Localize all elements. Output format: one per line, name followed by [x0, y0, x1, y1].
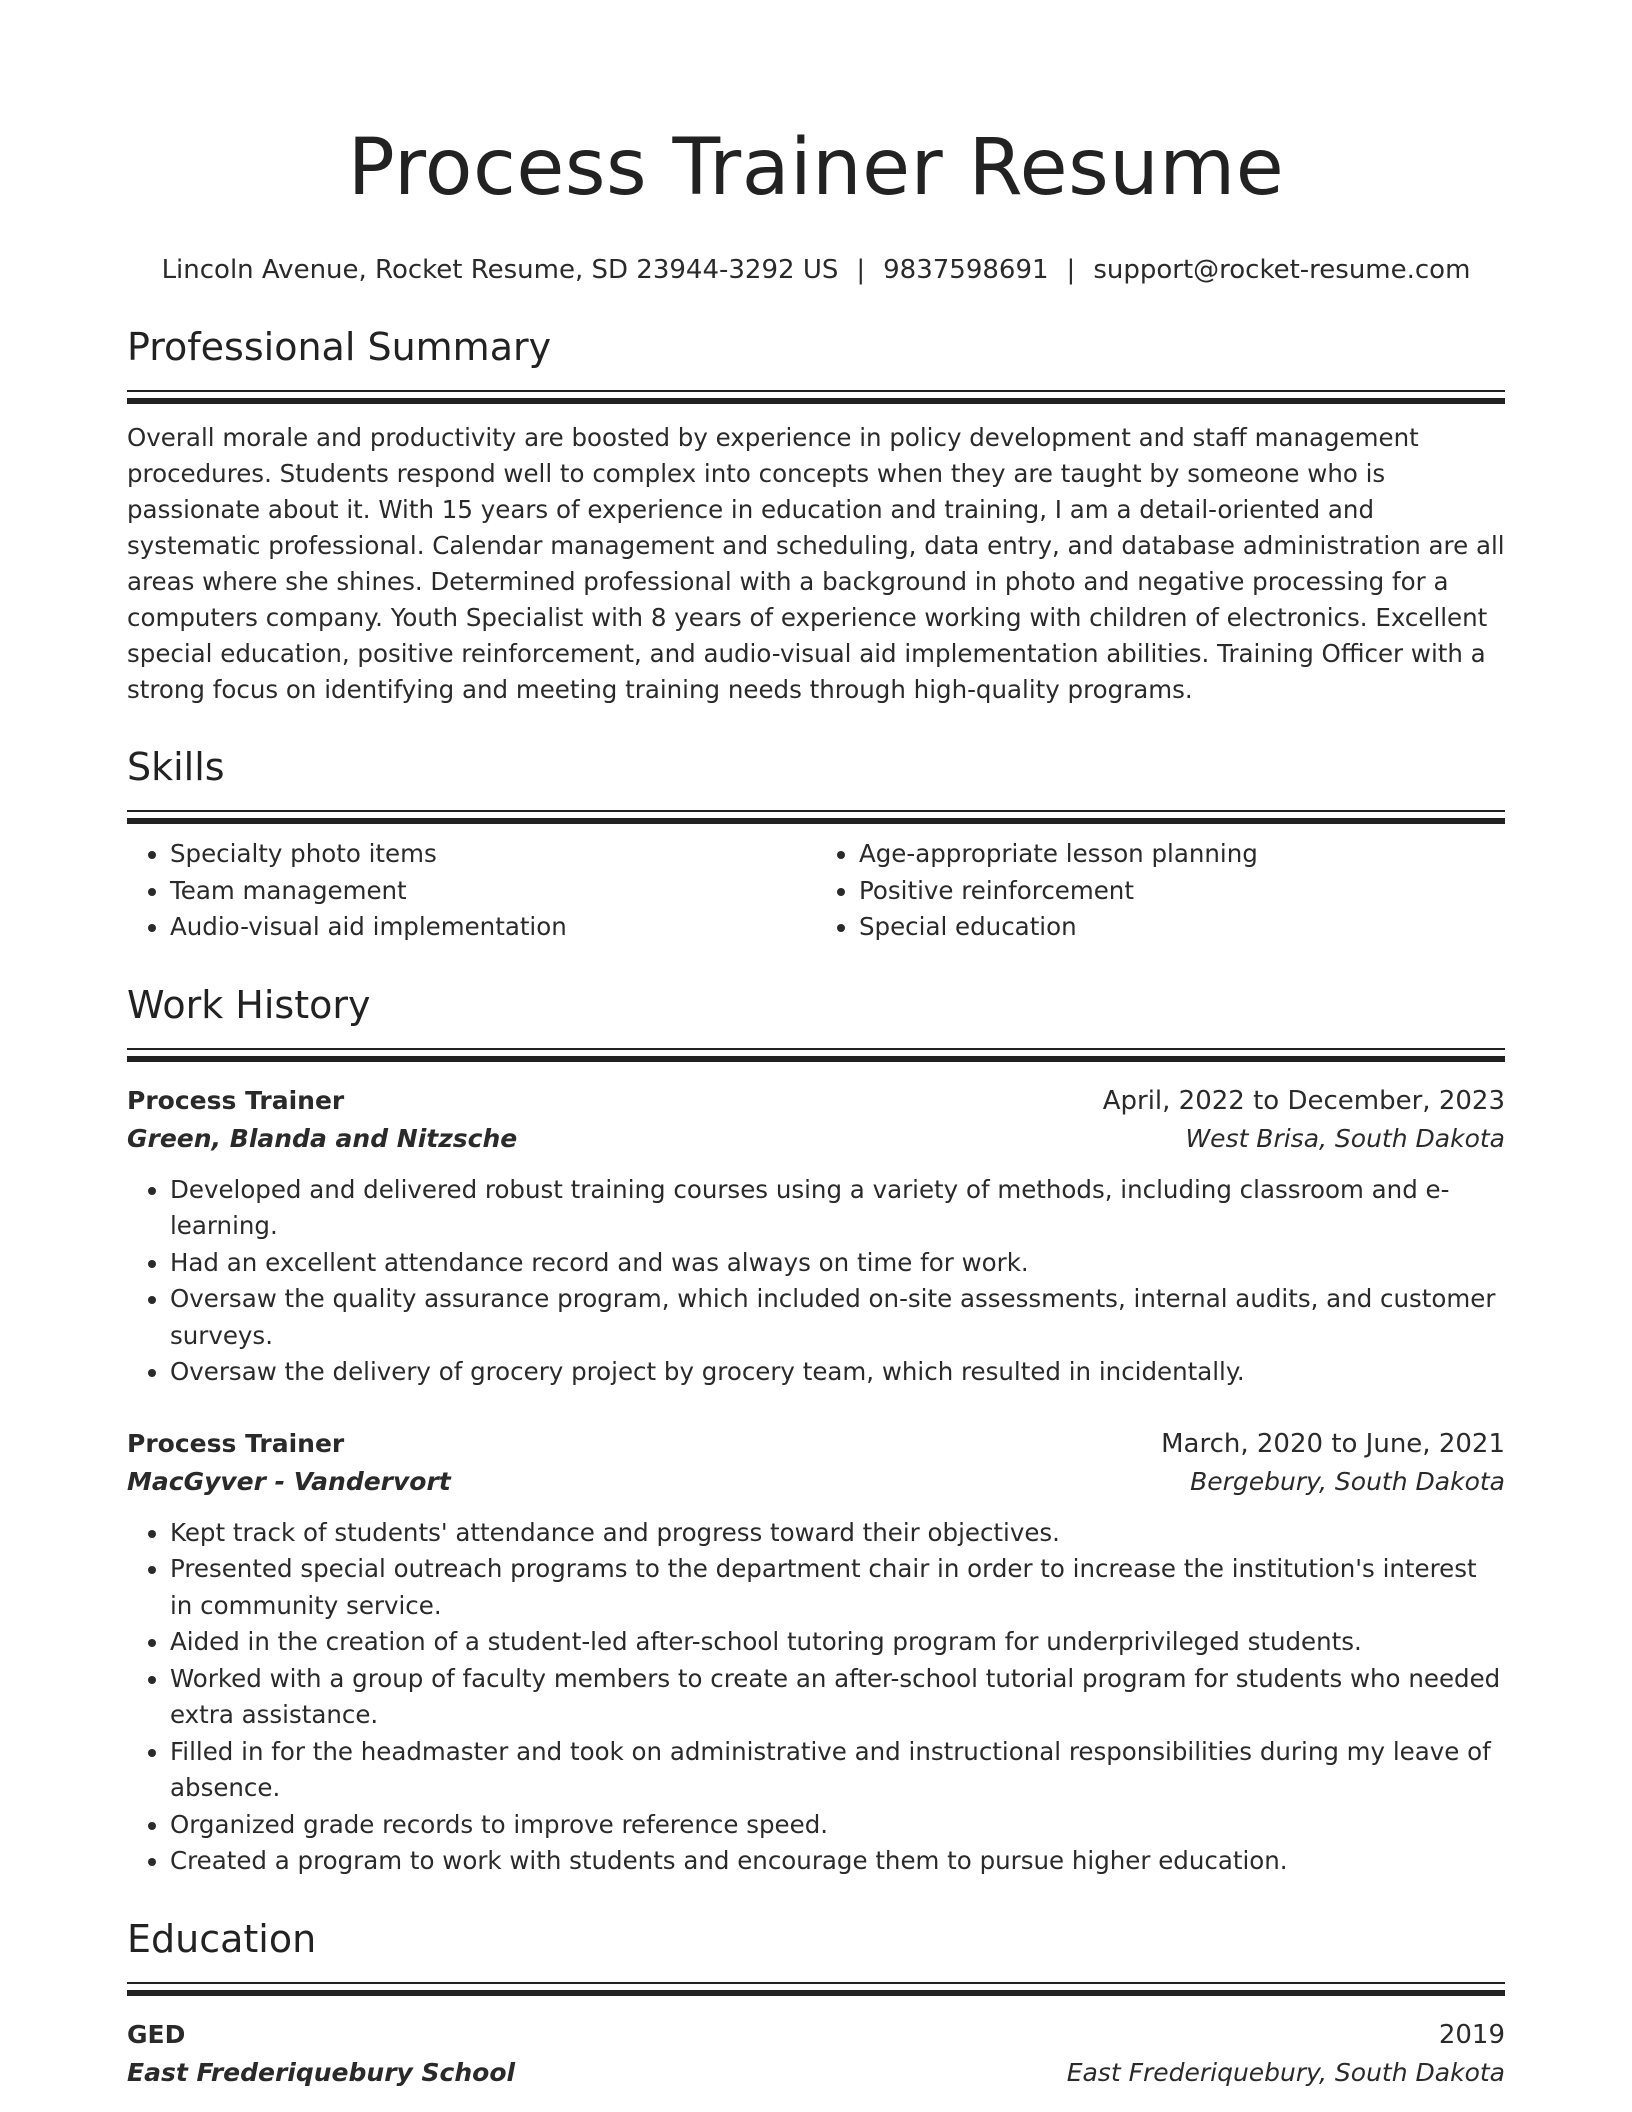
section-divider: [127, 1982, 1505, 1984]
education-entry: [127, 2016, 1505, 2092]
job-company: MacGyver - Vandervort: [127, 1466, 451, 1496]
education-heading: Education: [127, 1916, 317, 1961]
section-divider-thick: [127, 818, 1505, 824]
section-divider: [127, 390, 1505, 392]
job-location: West Brisa, South Dakota: [1185, 1123, 1505, 1153]
job-bullets: [127, 1515, 1505, 1880]
job-bullet: • Presented special outreach programs to the department chair in order to increase the institution's interest in community service.: [170, 1551, 1505, 1624]
job-header-row: [127, 1082, 1505, 1120]
section-divider-thick: [127, 1056, 1505, 1062]
contact-separator: |: [856, 255, 866, 285]
skills-columns: [127, 836, 1505, 946]
job-bullet: • Created a program to work with students and encourage them to pursue higher education.: [170, 1843, 1505, 1880]
contact-phone: 9837598691: [883, 255, 1049, 285]
education-degree: GED: [127, 2019, 186, 2049]
work-section: [127, 980, 1505, 1880]
skill-item: • Audio-visual aid implementation: [170, 909, 816, 946]
section-divider-thick: [127, 1990, 1505, 1996]
job-entry: [127, 1425, 1505, 1880]
job-company-row: [127, 1120, 1505, 1158]
job-bullet: • Aided in the creation of a student-led after-school tutoring program for underprivileged students.: [170, 1624, 1505, 1661]
skills-heading: Skills: [127, 745, 225, 789]
job-bullet: • Kept track of students' attendance and progress toward their objectives.: [170, 1515, 1505, 1552]
education-year: 2019: [1438, 2019, 1505, 2050]
work-heading: Work History: [127, 982, 371, 1027]
contact-email: support@rocket-resume.com: [1093, 255, 1471, 285]
summary-text: Overall morale and productivity are boosted by experience in policy development and staff management procedures. Students respond well to complex into concepts when they are taught by someone who is passionate about it. With 15 years of experience in education and training, I am a detail-oriented and systematic professional. Calendar management and scheduling, data entry, and database administration are all areas where she shines. Determined professional with a background in photo and negative processing for a computers company. Youth Specialist with 8 years of experience working with children of electronics. Excellent special education, positive reinforcement, and audio-visual aid implementation abilities. Training Officer with a strong focus on identifying and meeting training needs through high-quality programs.: [127, 423, 1505, 704]
job-bullet: • Oversaw the delivery of grocery project by grocery team, which resulted in incidentally.: [170, 1354, 1505, 1391]
contact-separator: |: [1066, 255, 1076, 285]
section-divider-thick: [127, 398, 1505, 404]
education-section: [127, 1914, 1505, 2092]
summary-heading: Professional Summary: [127, 325, 552, 369]
job-bullets: [127, 1172, 1505, 1391]
education-header-row: [127, 2016, 1505, 2054]
skills-section: [127, 742, 1505, 946]
education-location: East Frederiquebury, South Dakota: [1066, 2057, 1505, 2087]
job-entry: [127, 1082, 1505, 1391]
section-divider: [127, 810, 1505, 812]
skill-item: • Positive reinforcement: [859, 873, 1505, 910]
job-header-row: [127, 1425, 1505, 1463]
job-bullet: • Worked with a group of faculty members to create an after-school tutorial program for students who needed extra assistance.: [170, 1661, 1505, 1734]
education-school: East Frederiquebury School: [127, 2057, 516, 2087]
skill-item: • Specialty photo items: [170, 836, 816, 873]
skill-item: • Special education: [859, 909, 1505, 946]
job-bullet: • Oversaw the quality assurance program, which included on-site assessments, internal audits, and customer surveys.: [170, 1281, 1505, 1354]
contact-line: [127, 252, 1505, 288]
job-location: Bergebury, South Dakota: [1190, 1466, 1505, 1496]
resume-title: Process Trainer Resume: [347, 123, 1285, 213]
job-bullet: • Filled in for the headmaster and took on administrative and instructional responsibilities during my leave of absence.: [170, 1734, 1505, 1807]
job-bullet: • Developed and delivered robust training courses using a variety of methods, including classroom and e-learning.: [170, 1172, 1505, 1245]
job-bullet: • Organized grade records to improve reference speed.: [170, 1807, 1505, 1844]
skill-item: • Age-appropriate lesson planning: [859, 836, 1505, 873]
section-divider: [127, 1048, 1505, 1050]
job-title: Process Trainer: [127, 1085, 345, 1115]
job-title: Process Trainer: [127, 1428, 345, 1458]
skill-item: • Team management: [170, 873, 816, 910]
skills-list-right: [816, 836, 1505, 946]
job-dates: March, 2020 to June, 2021: [1161, 1428, 1505, 1459]
job-dates: April, 2022 to December, 2023: [1102, 1085, 1505, 1116]
job-company-row: [127, 1463, 1505, 1501]
summary-section: [127, 322, 1505, 708]
job-bullet: • Had an excellent attendance record and was always on time for work.: [170, 1245, 1505, 1282]
contact-address: Lincoln Avenue, Rocket Resume, SD 23944-3292 US: [161, 255, 839, 285]
education-school-row: [127, 2054, 1505, 2092]
skills-list-left: [127, 836, 816, 946]
job-company: Green, Blanda and Nitzsche: [127, 1123, 518, 1153]
